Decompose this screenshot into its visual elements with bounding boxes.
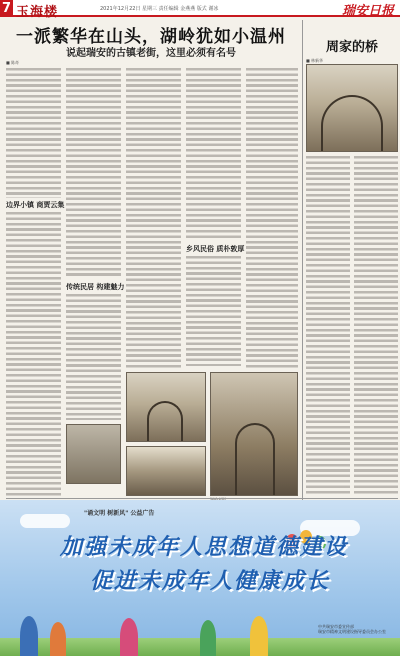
child-figure [20,616,38,656]
page-header [0,0,400,20]
photo-bridge-arch [321,95,383,151]
photo-arch-shape [147,401,183,441]
side-article-byline: ■ 林新华 [306,58,324,63]
side-article-text [306,156,350,496]
article-photo-old-house [210,372,298,496]
child-figure [50,622,66,656]
ad-slogan-line-2: 促进未成年人健康成长 [90,569,331,594]
ad-publisher [318,624,386,634]
photo-arch-shape [235,423,275,495]
child-figure [250,616,268,656]
child-figure [120,618,138,656]
article-photo-doorway [126,446,206,496]
ad-slogan-line-1: 加强未成年人思想道德建设 [60,535,349,560]
article-text-block [186,68,241,238]
cloud-decoration [20,514,70,528]
newspaper-logo: 瑞安日报 [341,4,394,19]
section-subhead-3: 乡风民俗 质朴敦厚 [186,245,245,253]
section-name: 玉海楼 [16,5,59,20]
public-service-ad [0,500,400,656]
column-divider [302,20,303,500]
main-subhead: 说起瑞安的古镇老街，这里必须有名号 [66,48,236,59]
article-text-block [66,68,121,278]
page-number: 7 [1,1,12,16]
article-text-block [66,294,121,420]
side-article-photo-bridge [306,64,398,152]
article-text-block [6,212,61,497]
side-article-text [354,156,398,496]
issue-meta: 2021年12月22日 星期三 责任编辑 金燕燕 版式 谢冰 [100,6,219,12]
article-text-block [186,256,241,366]
side-article-title: 周家的桥 [325,40,378,55]
main-headline: 一派繁华在山头，湖岭犹如小温州 [16,27,286,47]
section-subhead-2: 传统民居 构建魅力 [66,283,125,291]
section-subhead-1: 边界小镇 商贾云集 [6,201,65,209]
ad-tag: "诵文明 树新风" 公益广告 [84,510,155,517]
article-text-block [126,68,181,368]
ad-divider [6,498,398,499]
child-figure [200,620,216,656]
article-photo-street [66,424,121,484]
article-photo-building [126,372,206,442]
ad-publisher-text: 中共瑞安市委宣传部 瑞安市精神文明建设指导委员会办公室 [318,624,386,634]
article-text-block [246,68,298,368]
article-text-block [6,68,61,198]
main-byline: ■ 陈奇 [6,60,20,65]
